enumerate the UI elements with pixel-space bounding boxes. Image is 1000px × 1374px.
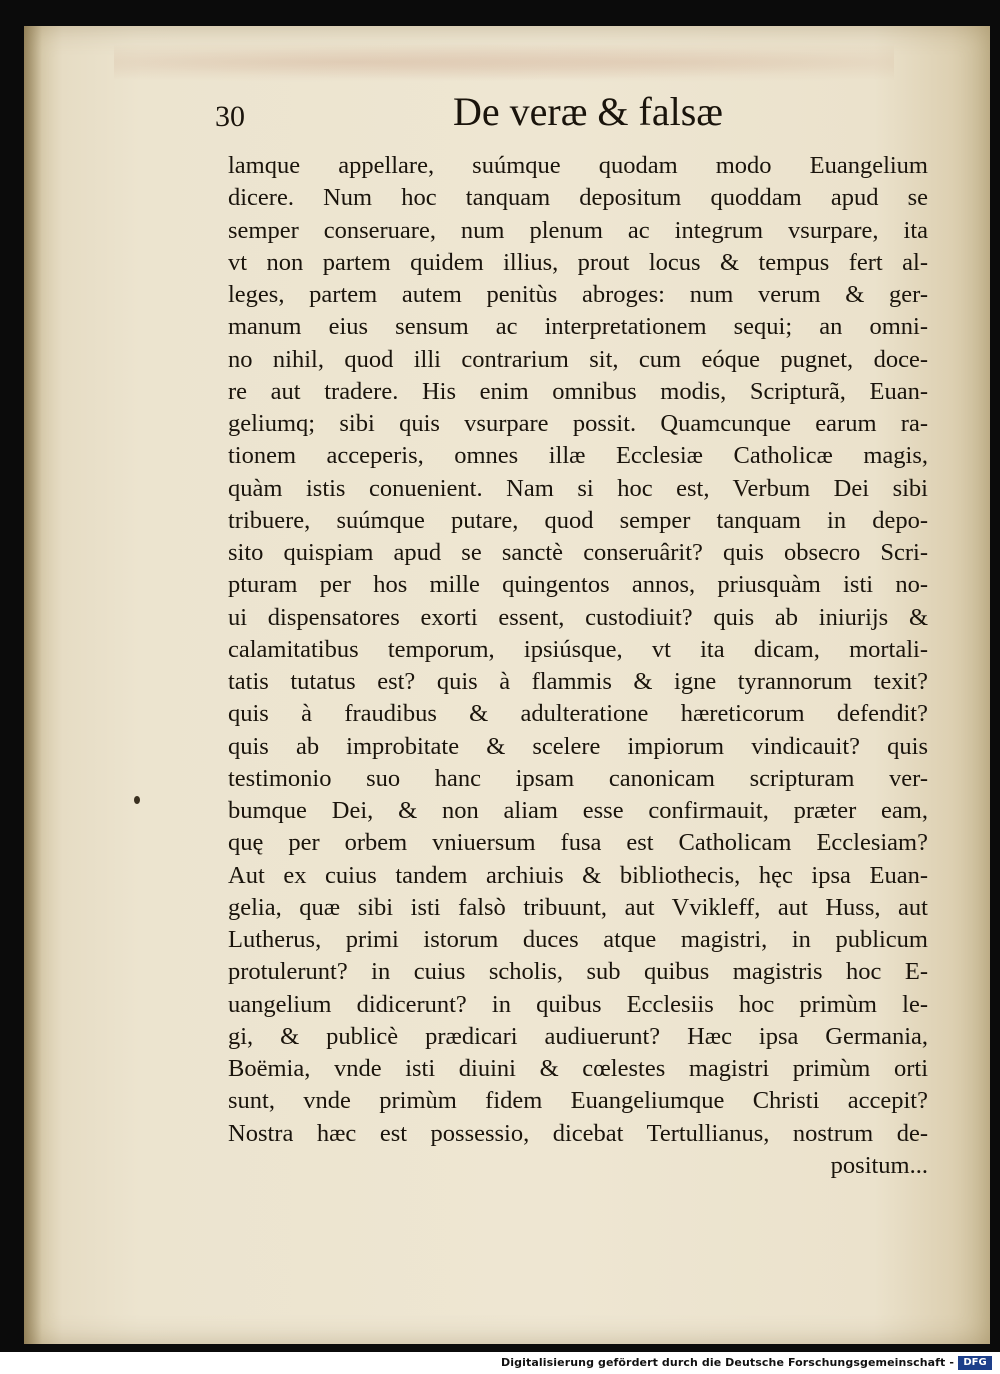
text-line: tatis tutatus est? quis à flammis & igne tyrannorum texit?: [228, 668, 928, 695]
text-line: dicere. Num hoc tanquam depositum quoddam apud se: [228, 184, 928, 212]
text-line: protulerunt? in cuius scholis, sub quibus magistris hoc E-: [228, 958, 928, 986]
text-line: quę per orbem vniuersum fusa est Catholicam Ecclesiam?: [228, 829, 928, 857]
text-line: gelia, quæ sibi isti falsò tribuunt, aut Vvikleff, aut Huss, aut: [228, 893, 928, 921]
text-line: geliumq; sibi quis vsurpare possit. Quamcunque earum ra-: [228, 410, 928, 437]
text-line: bumque Dei, & non aliam esse confirmauit, præter eam,: [228, 797, 928, 824]
page-header: [215, 88, 815, 148]
margin-ink-mark: [134, 796, 140, 804]
digitization-footer: [0, 1352, 1000, 1374]
text-line: sito quispiam apud se sanctè conseruârit? quis obsecro Scri-: [228, 539, 928, 566]
text-line: gi, & publicè prædicari audiuerunt? Hæc ipsa Germania,: [228, 1022, 928, 1050]
text-line: no nihil, quod illi contrarium sit, cum eóque pugnet, doce-: [228, 345, 928, 373]
text-line: sunt, vnde primùm fidem Euangeliumque Christi accepit?: [228, 1087, 928, 1115]
text-line: quis à fraudibus & adulteratione hæreticorum defendit?: [228, 700, 928, 728]
text-line: Lutherus, primi istorum duces atque magistri, in publicum: [228, 926, 928, 953]
text-line: semper conseruare, num plenum ac integrum vsurpare, ita: [228, 216, 928, 244]
text-line: re aut tradere. His enim omnibus modis, Scripturã, Euan-: [228, 377, 928, 405]
text-line: Nostra hæc est possessio, dicebat Tertullianus, nostrum de-: [228, 1119, 928, 1147]
text-line: tionem acceperis, omnes illæ Ecclesiæ Catholicæ magis,: [228, 442, 928, 470]
text-line: tribuere, suúmque putare, quod semper tanquam in depo-: [228, 506, 928, 534]
text-line: quis ab improbitate & scelere impiorum vindicauit? quis: [228, 732, 928, 760]
text-line: pturam per hos mille quingentos annos, priusquàm isti no-: [228, 571, 928, 599]
text-line: Boëmia, vnde isti diuini & cœlestes magistri primùm orti: [228, 1055, 928, 1082]
text-line: ui dispensatores exorti essent, custodiuit? quis ab iniurijs &: [228, 603, 928, 631]
ink-bleed-through: [114, 42, 894, 82]
body-text: [228, 150, 928, 1182]
text-line: Aut ex cuius tandem archiuis & bibliothecis, hęc ipsa Euan-: [228, 861, 928, 889]
running-head: De veræ & falsæ: [453, 89, 723, 134]
text-line: lamque appellare, suúmque quodam modo Euangelium: [228, 152, 928, 179]
text-line: uangelium didicerunt? in quibus Ecclesiis hoc primùm le-: [228, 990, 928, 1018]
text-line: quàm istis conuenient. Nam si hoc est, Verbum Dei sibi: [228, 474, 928, 502]
text-line: vt non partem quidem illius, prout locus & tempus fert al-: [228, 248, 928, 276]
page-number: 30: [215, 100, 245, 133]
text-line: calamitatibus temporum, ipsiúsque, vt ita dicam, mortali-: [228, 635, 928, 663]
catchword: positum...: [830, 1151, 928, 1179]
text-line: leges, partem autem penitùs abroges: num verum & ger-: [228, 281, 928, 308]
text-line: manum eius sensum ac interpretationem sequi; an omni-: [228, 313, 928, 341]
text-line: testimonio suo hanc ipsam canonicam scripturam ver-: [228, 764, 928, 792]
dfg-logo: DFG: [958, 1356, 992, 1370]
funding-credit: Digitalisierung gefördert durch die Deutsche Forschungsgemeinschaft -: [501, 1356, 954, 1369]
